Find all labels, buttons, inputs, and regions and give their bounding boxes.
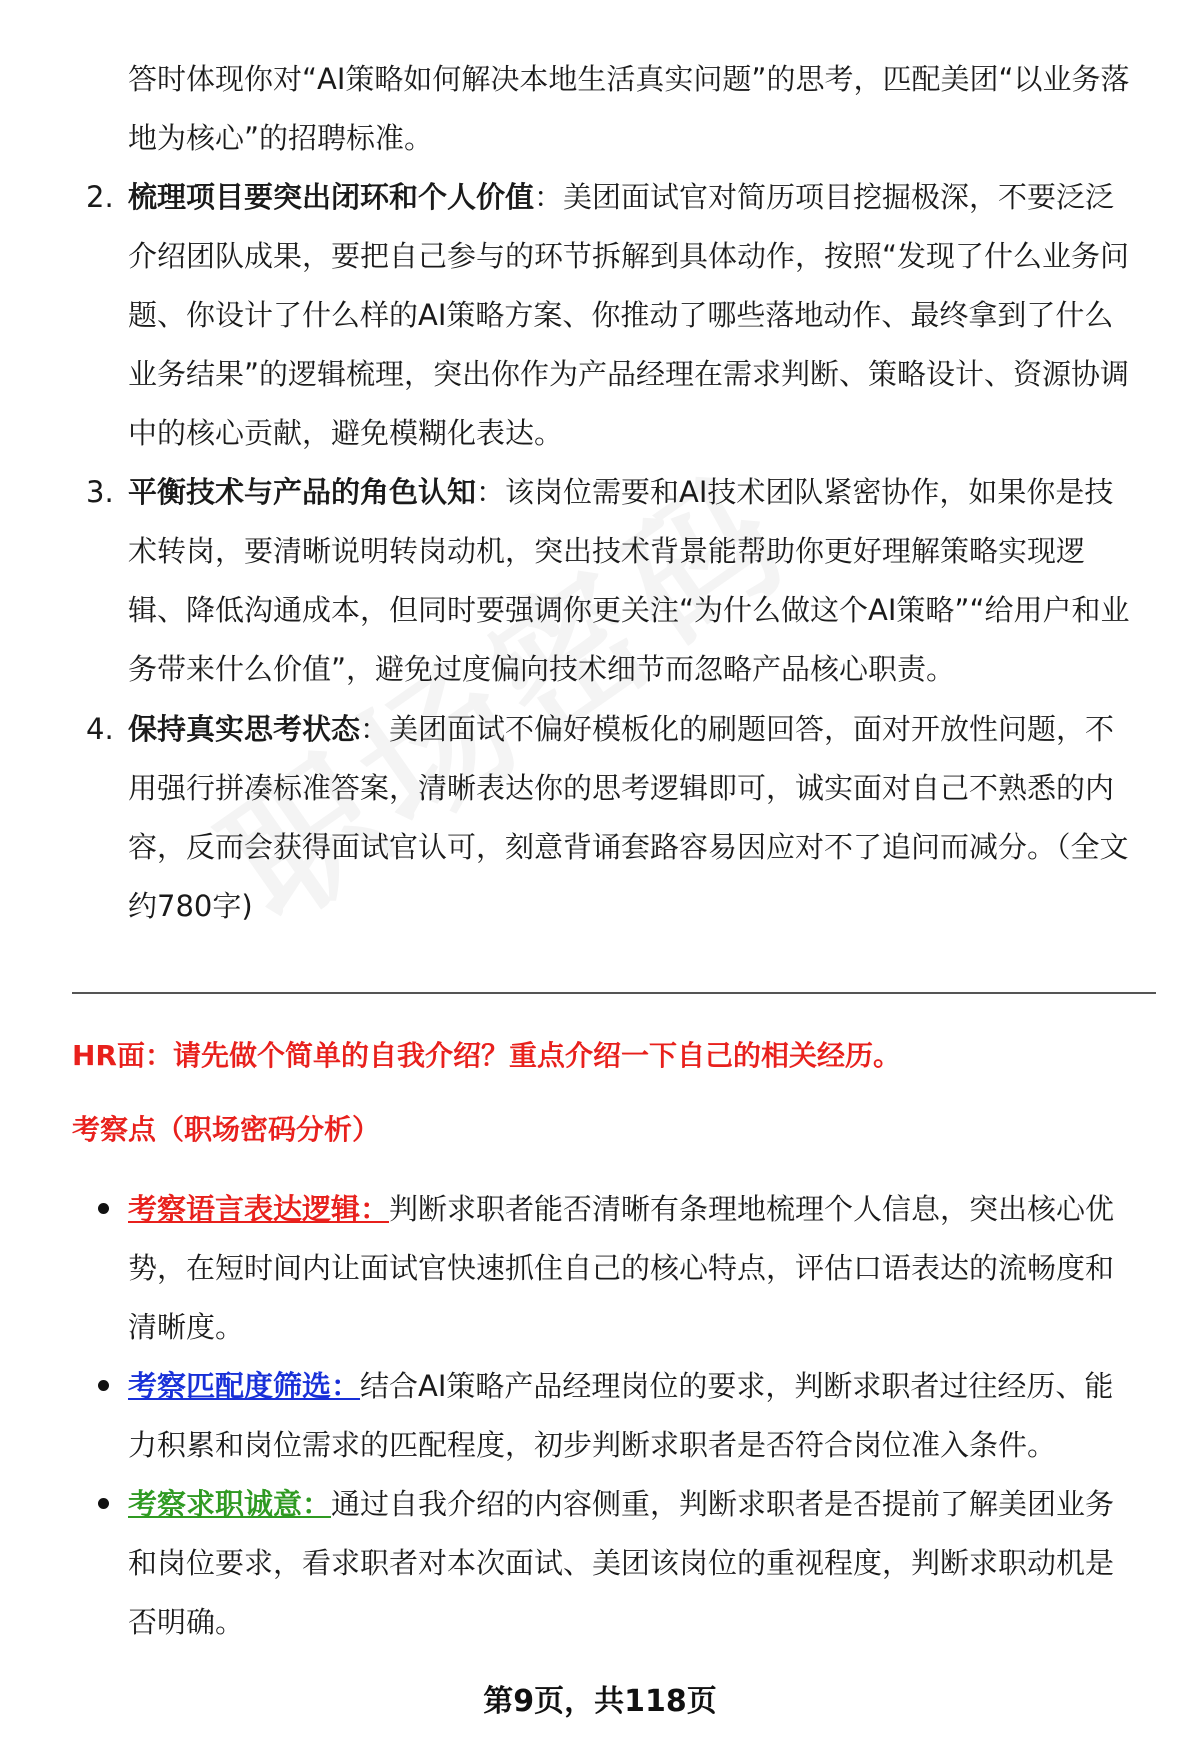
point-language-logic [128, 1180, 1140, 1357]
tip-4-title: 保持真实思考状态 [128, 712, 361, 746]
intro-continuation: 答时体现你对“AI策略如何解决本地生活真实问题”的思考，匹配美团“以业务落地为核心”的招聘标准。 [128, 62, 1130, 155]
tip-3-title: 平衡技术与产品的角色认知 [128, 475, 477, 509]
point-sincerity [128, 1475, 1140, 1652]
section-divider [72, 992, 1156, 994]
hr-question: HR面：请先做个简单的自我介绍？重点介绍一下自己的相关经历。 [72, 1039, 901, 1072]
tip-2 [128, 168, 1140, 463]
tip-number-4: 4. [86, 712, 114, 746]
point-keyword: 考察求职诚意： [128, 1487, 332, 1521]
tip-4 [128, 700, 1140, 936]
point-text: 判断求职者能否清晰有条理地梳理个人信息，突出核心优势，在短时间内让面试官快速抓住自己的核心特点，评估口语表达的流畅度和清晰度。 [128, 1192, 1115, 1344]
tip-number-3: 3. [86, 475, 114, 509]
tip-3-body: ：该岗位需要和AI技术团队紧密协作，如果你是技术转岗，要清晰说明转岗动机，突出技术背景能帮助你更好理解策略实现逻辑、降低沟通成本，但同时要强调你更关注“为什么做这个AI策略”“给用户和业务带来什么价值”，避免过度偏向技术细节而忽略产品核心职责。 [128, 475, 1130, 686]
page-number: 第9页，共118页 [483, 1684, 717, 1719]
tip-4-body: ：美团面试不偏好模板化的刷题回答，面对开放性问题，不用强行拼凑标准答案，清晰表达你的思考逻辑即可，诚实面对自己不熟悉的内容，反而会获得面试官认可，刻意背诵套路容易因应对不了追问而减分。（全文约780字) [128, 712, 1129, 923]
section-heading: 考察点（职场密码分析） [72, 1113, 381, 1146]
point-keyword: 考察匹配度筛选： [128, 1369, 361, 1403]
tip-2-body: ：美团面试官对简历项目挖掘极深，不要泛泛介绍团队成果，要把自己参与的环节拆解到具体动作，按照“发现了什么业务问题、你设计了什么样的AI策略方案、你推动了哪些落地动作、最终拿到了什么业务结果”的逻辑梳理，突出你作为产品经理在需求判断、策略设计、资源协调中的核心贡献，避免模糊化表达。 [128, 180, 1130, 450]
tip-2-title: 梳理项目要突出闭环和个人价值 [128, 180, 535, 214]
point-keyword: 考察语言表达逻辑： [128, 1192, 390, 1226]
point-match-screening [128, 1357, 1140, 1475]
bullet-icon [98, 1380, 109, 1391]
point-text: 通过自我介绍的内容侧重，判断求职者是否提前了解美团业务和岗位要求，看求职者对本次面试、美团该岗位的重视程度，判断求职动机是否明确。 [128, 1487, 1115, 1639]
tip-number-2: 2. [86, 180, 114, 214]
bullet-icon [98, 1498, 109, 1509]
point-text: 结合AI策略产品经理岗位的要求，判断求职者过往经历、能力积累和岗位需求的匹配程度，初步判断求职者是否符合岗位准入条件。 [128, 1369, 1114, 1462]
tip-3 [128, 463, 1140, 699]
bullet-icon [98, 1203, 109, 1214]
